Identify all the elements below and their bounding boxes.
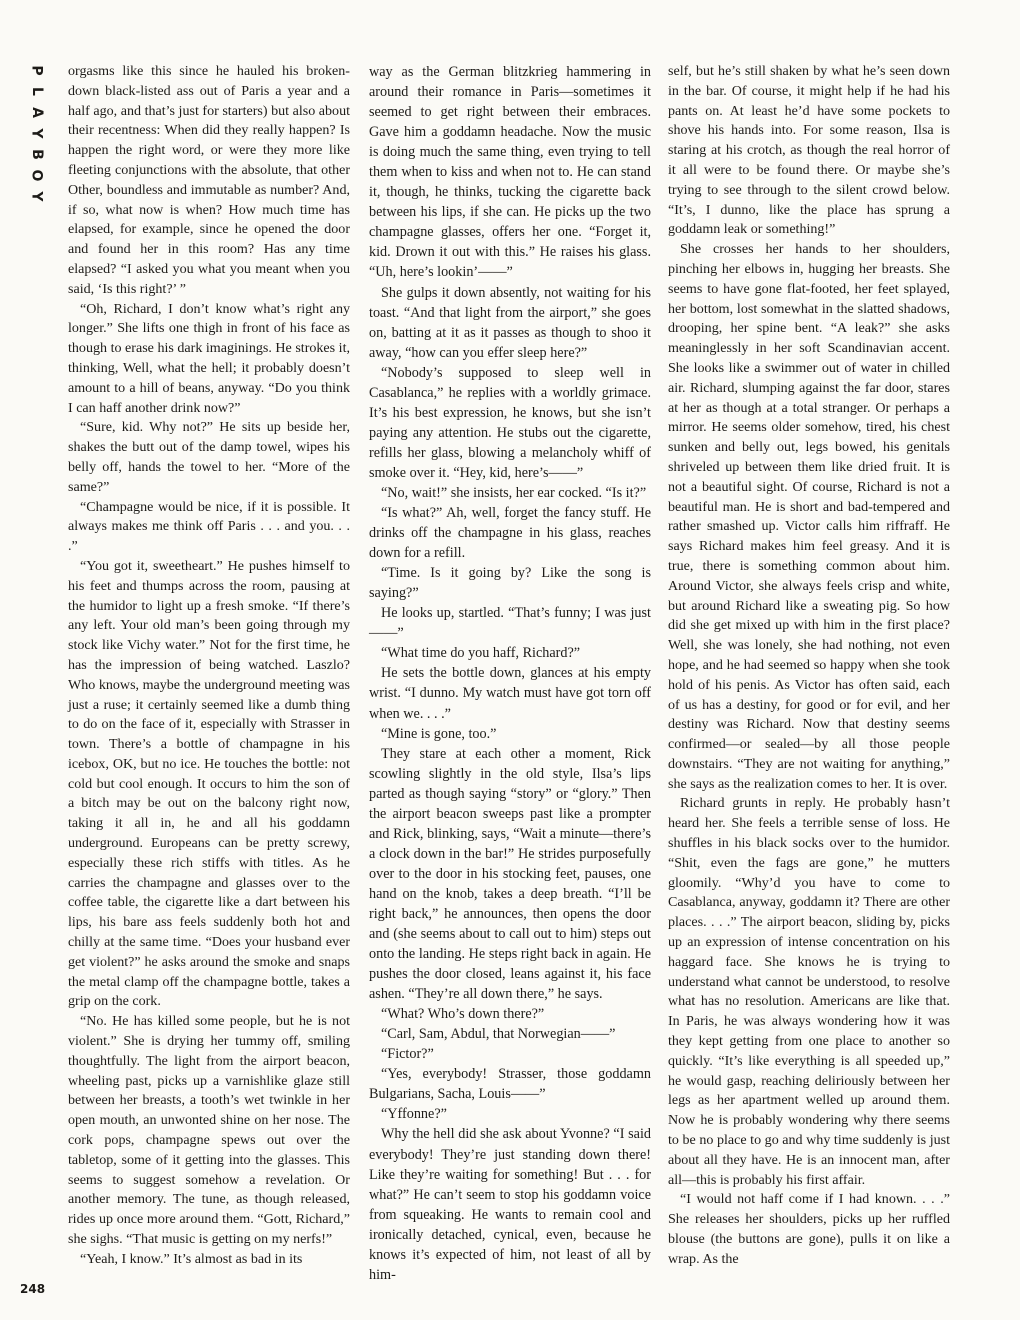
paragraph: “Yeah, I know.” It’s almost as bad in its	[80, 1250, 303, 1267]
paragraph: He looks up, startled. “That’s funny; I was just——”	[369, 605, 651, 642]
page-number: 248	[20, 1282, 46, 1296]
paragraph: “Yes, everybody! Strasser, those goddamn Bulgarians, Sacha, Louis——”	[369, 1066, 651, 1103]
paragraph: They stare at each other a moment, Rick scowling slightly in the old style, Ilsa’s lips parted as though saying “story” or “glory.” Then the airport beacon sweeps past like a prompter and Rick, blinking, says, “Wait a minute—there’s a clock down in the bar!” He strides purposefully over to the door in his stocking feet, pauses, one hand on the knob, takes a deep breath. “I’ll be right back,” he announces, then opens the door and (she seems about to call out to him) steps out onto the landing. He steps right back in again. He pushes the door closed, leans against it, his face ashen. “They’re all down there,” he says.	[369, 745, 651, 1003]
paragraph: “I would not haff come if I had known. . . .” She releases her shoulders, picks up her ruffled blouse (the buttons are gone), pulls it on like a wrap. As the	[668, 1191, 950, 1267]
masthead-letter: A	[28, 107, 45, 118]
paragraph: “Oh, Richard, I don’t know what’s right any longer.” She lifts one thigh in front of his face as though to erase his dark imaginings. He strokes it, thinking, Well, what the hell; it probably doesn’t amount to a hill of beans, anyway. “Do you think I can haff another drink now?”	[68, 300, 350, 416]
paragraph: “Time. Is it going by? Like the song is saying?”	[369, 565, 651, 602]
paragraph: “Sure, kid. Why not?” He sits up beside her, shakes the butt out of the damp towel, wipes his belly off, hands the towel to her. “More of the same?”	[68, 419, 350, 495]
paragraph: “Fictor?”	[381, 1046, 434, 1063]
paragraph: “No, wait!” she insists, her ear cocked. “Is it?”	[381, 484, 647, 501]
text-column-2	[369, 62, 651, 1285]
masthead-playboy	[26, 60, 46, 207]
paragraph: “Champagne would be nice, if it is possible. It always makes me think off Paris . . . and you. . . .”	[68, 498, 350, 555]
paragraph: “You got it, sweetheart.” He pushes himself to his feet and thumps across the room, pausing at the humidor to light up a fresh smoke. “If there’s any left. Your old man’s been going through my stock like Vichy water.” Not for the first time, he has the impression of being watched. Laszlo? Who knows, maybe the underground meeting was just a ruse; it certainly seemed like a dumb thing to do on the face of it, especially with Strasser in town. There’s a bottle of champagne in his icebox, OK, but no ice. He touches the bottle: not cold but cool enough. It occurs to him the son of a bitch may be out on the balcony right now, taking it all in, he and all his goddamn underground. Europeans can be pretty screwy, especially these rich stiffs with titles. As he carries the champagne and glasses over to the coffee table, the cigarette like a dart between his lips, his bare ass feels suddenly both hot and chilly at the same time. “Does your husband ever get violent?” he asks around the smoke and snaps the metal clamp off the champagne bottle, takes a grip on the cork.	[68, 557, 350, 1010]
paragraph: “No. He has killed some people, but he is not violent.” She is drying her tummy off, smiling thoughtfully. The light from the airport beacon, wheeling past, picks up a varnishlike glaze still between her breasts, a tooth’s wet twinkle in her open mouth, an unwonted shine on her nose. The cork pops, champagne spews out over the tabletop, some of it getting into the glasses. This seems to suggest somehow a revelation. Or another memory. The tune, as though released, rides up once more around them. “Gott, Richard,” she sighs. “That music is getting on my nerfs!”	[68, 1013, 350, 1248]
paragraph: “What? Who’s down there?”	[381, 1006, 545, 1023]
paragraph: She gulps it down absently, not waiting for his toast. “And that light from the airport,” she goes on, batting at it as it passes as though to shoo it away, “how can you effer sleep here?”	[369, 284, 651, 361]
paragraph: self, but he’s still shaken by what he’s seen down in the bar. Of course, it might help if he had his pants on. At least he’d have some pockets to shove his hands into. For some reason, Ilsa is staring at his crotch, as though the real horror of it all were to be found there. Or maybe she’s trying to see through to the silent crowd below. “It’s, I dunno, like the place has sprung a goddamn leak or something!”	[668, 63, 950, 238]
paragraph: “Yffonne?”	[381, 1106, 447, 1123]
paragraph: Why the hell did she ask about Yvonne? “I said everybody! They’re just standing down there! Like they’re waiting for something! But . . . for what?” He can’t seem to stop his goddamn voice from squeaking. He wants to remain cool and ironically detached, cynical, even, because he knows it’s expected of him, not least of all by him-	[369, 1126, 651, 1283]
paragraph: “Nobody’s supposed to sleep well in Casablanca,” he replies with a worldly grimace. It’s his best expression, he knows, but she isn’t paying any attention. He stubs out the cigarette, refills her glass, blowing a melancholy whiff of smoke over it. “Hey, kid, here’s——”	[369, 364, 651, 481]
paragraph: “What time do you haff, Richard?”	[381, 645, 581, 662]
paragraph: way as the German blitzkrieg hammering in around their romance in Paris—sometimes it seemed to get right between their embraces. Gave him a goddamn headache. Now the music is doing much the same thing, even trying to tell them when to kiss and when not to. He can stand it, though, he thinks, tucking the cigarette back between his lips, if she can. He picks up the two champagne glasses, offers her one. “Forget it, kid. Drown it out with this.” He raises his glass. “Uh, here’s lookin’——”	[369, 64, 651, 281]
paragraph: Richard grunts in reply. He probably hasn’t heard her. She feels a terrible sense of loss. He shuffles in his black socks over to the humidor. “Shit, even the fags are gone,” he mutters gloomily. “Why’d you have to come to Casablanca, anyway, goddamn it? There are other places. . . .” The airport beacon, sliding by, picks up an expression of intense concentration on his haggard face. She knows he is trying to understand what cannot be understood, to resolve what has no resolution. Americans are like that. In Paris, he was always wondering how it was they kept getting from one place to another so quickly. “It’s like everything is all speeded up,” he would gasp, reaching deliriously between her legs as her apartment welled up around them. Now he is probably wondering why there seems to be no place to go and why time suddenly is just about all they have. He is an innocent man, after all—this is probably his first affair.	[668, 795, 950, 1188]
masthead-letter: Y	[28, 128, 45, 139]
paragraph: orgasms like this since he hauled his broken-down black-listed ass out of Paris a year and a half ago, and that’s just for starters) but also about their recentness: When did they really happen? Is happen the right word, or were they more like fleeting conjunctions with the absolute, that other Other, boundless and immutable as number? And, if so, what now is when? How much time has elapsed, for example, since he opened the door and found her in this room? Has any time elapsed? “I asked you what you meant when you said, ‘Is this right?’ ”	[68, 63, 350, 297]
text-column-1	[68, 62, 350, 1270]
masthead-letter: Y	[28, 191, 45, 202]
paragraph: “Carl, Sam, Abdul, that Norwegian——”	[381, 1026, 616, 1043]
masthead-letter: L	[28, 87, 45, 96]
text-column-3	[668, 62, 950, 1270]
masthead-letter: B	[28, 149, 45, 160]
masthead-letter: O	[28, 169, 45, 182]
paragraph: “Is what?” Ah, well, forget the fancy stuff. He drinks off the champagne in his glass, reaches down for a refill.	[369, 505, 651, 562]
paragraph: She crosses her hands to her shoulders, pinching her elbows in, hugging her breasts. She seems to have gone flat-footed, her feet splayed, her bottom, lost somewhat in the slatted shadows, drooping, her spine bent. “A leak?” she asks meaninglessly in her soft Scandinavian accent. She looks like a swimmer out of water in chilled air. Richard, slumping against the far door, stares at her as though at a total stranger. Or perhaps a mirror. He seems older somehow, tired, his chest sunken and belly out, legs bowed, his genitals shriveled up between them like dried fruit. It is not a beautiful sight. Of course, Richard is not a beautiful man. He is short and bad-tempered and rather smashed up. Victor calls him riffraff. He says Richard makes him feel greasy. And it is true, there is something common about him. Around Victor, she always feels crisp and white, but around Richard like a sweating pig. So how did she get mixed up with him in the first place? Well, she was lonely, she had nothing, not even hope, and he had seemed so happy when she took hold of his penis. As Victor has often said, each of us has a destiny, for good or for evil, and her destiny was Richard. Now that destiny seems confirmed—or sealed—by all those people downstairs. “They are not waiting for anything,” she says as the realization comes to her. It is over.	[668, 241, 950, 792]
paragraph: He sets the bottle down, glances at his empty wrist. “I dunno. My watch must have got torn off when we. . . .”	[369, 665, 651, 722]
paragraph: “Mine is gone, too.”	[381, 725, 497, 742]
masthead-letter: P	[28, 65, 45, 76]
